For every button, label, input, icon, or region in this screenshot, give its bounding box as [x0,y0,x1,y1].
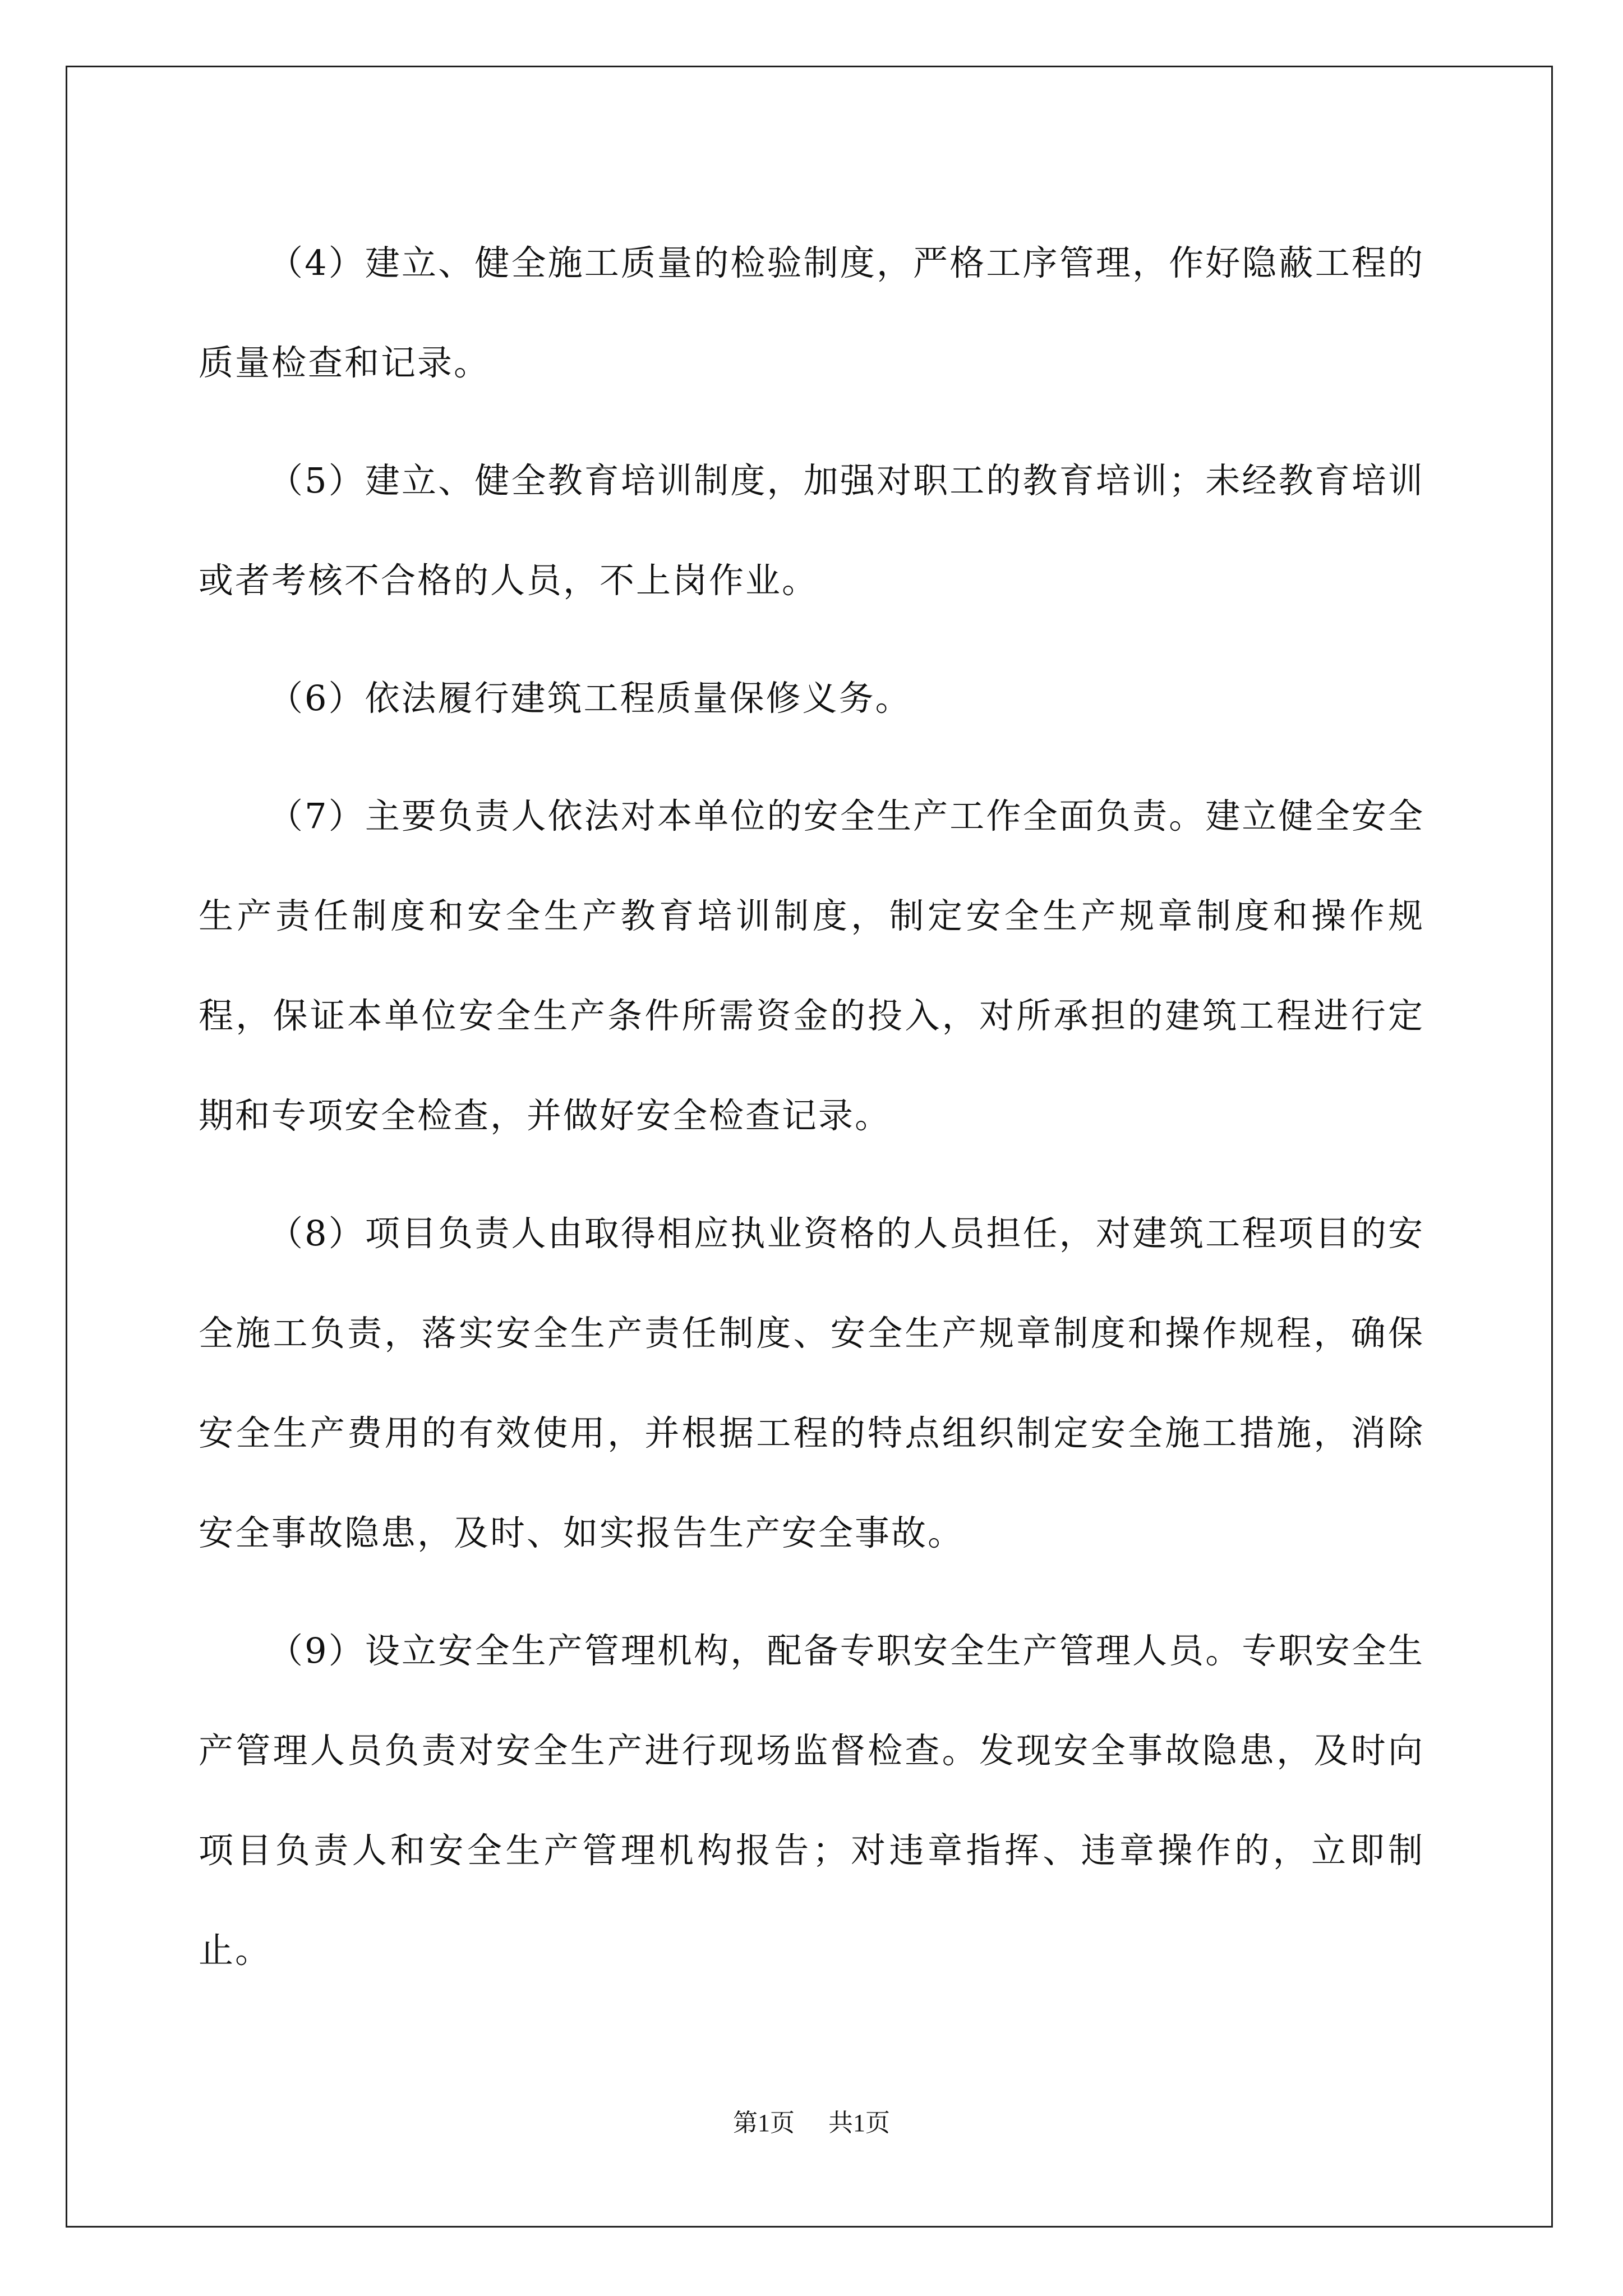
paragraph-4: （4）建立、健全施工质量的检验制度，严格工序管理，作好隐蔽工程的质量检查和记录。 [199,242,1424,383]
document-body [199,213,1424,2018]
page-footer [0,2106,1623,2140]
paragraph-5: （5）建立、健全教育培训制度，加强对职工的教育培训；未经教育培训或者考核不合格的人员，不上岗作业。 [199,460,1424,601]
page-number: 第1页 [733,2109,795,2137]
paragraph-6: （6）依法履行建筑工程质量保修义务。 [268,678,912,719]
paragraph-7: （7）主要负责人依法对本单位的安全生产工作全面负责。建立健全安全生产责任制度和安全生产教育培训制度，制定安全生产规章制度和操作规程，保证本单位安全生产条件所需资金的投入，对所承担的建筑工程进行定期和专项安全检查，并做好安全检查记录。 [199,795,1424,1136]
paragraph-8: （8）项目负责人由取得相应执业资格的人员担任，对建筑工程项目的安全施工负责，落实安全生产责任制度、安全生产规章制度和操作规程，确保安全生产费用的有效使用，并根据工程的特点组织制定安全施工措施，消除安全事故隐患，及时、如实报告生产安全事故。 [199,1213,1424,1553]
paragraph-9: （9）设立安全生产管理机构，配备专职安全生产管理人员。专职安全生产管理人员负责对安全生产进行现场监督检查。发现安全事故隐患，及时向项目负责人和安全生产管理机构报告；对违章指挥、违章操作的，立即制止。 [199,1630,1424,1971]
page-total: 共1页 [828,2109,890,2137]
